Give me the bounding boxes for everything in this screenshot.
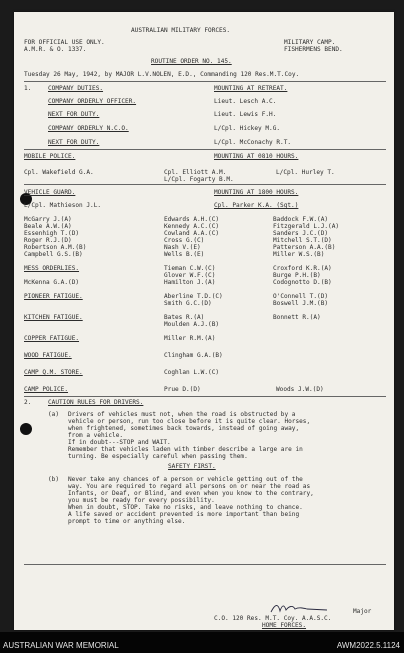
guard-name: L/Cpl. Mathieson J.L.: [24, 202, 102, 209]
pioneer-name: Smith G.C.(D): [164, 300, 212, 307]
para-a-marker: (a): [48, 411, 60, 418]
handwritten-signature: [269, 600, 329, 616]
header-right2: FISHERMENS BEND.: [284, 46, 343, 53]
mess-name: Tieman C.W.(C): [164, 265, 216, 272]
mess-orderlies-label: MESS ORDERLIES.: [24, 265, 80, 272]
section2-number: 2.: [24, 399, 32, 406]
punch-hole: [20, 423, 32, 435]
guard-name: Roger R.J.(D): [24, 237, 72, 244]
guard-name: Cpl. Parker K.A. (Sgt.): [214, 202, 299, 209]
para-a-line: vehicle or person, run too close before it is quite clear. Horses,: [68, 418, 311, 425]
camp-name: Coghlan L.W.(C): [164, 369, 220, 376]
mess-name: Glover W.F.(C): [164, 272, 216, 279]
header-left1: FOR OFFICIAL USE ONLY.: [24, 39, 105, 46]
divider: [24, 149, 386, 150]
guard-name: McGarry J.(A): [24, 216, 72, 223]
para-a-line: turning. Be especially careful when passing them.: [68, 453, 248, 460]
duty-label: COMPANY ORDERLY N.C.O.: [48, 125, 129, 132]
dateline: Tuesday 26 May, 1942, by MAJOR L.V.NOLEN, E.D., Commanding 120 Res.M.T.Coy.: [24, 71, 300, 78]
divider: [24, 564, 386, 565]
header-right1: MILITARY CAMP.: [284, 39, 336, 46]
police-name: Cpl. Wakefield G.A.: [24, 169, 94, 176]
para-b-line: A life saved or accident prevented is more important than being: [68, 511, 300, 518]
footer-left: AUSTRALIAN WAR MEMORIAL: [3, 641, 119, 650]
police-name: L/Cpl. Hurley T.: [276, 169, 335, 176]
para-a-line: If in doubt---STOP and WAIT.: [68, 439, 171, 446]
pioneer-name: Boswell J.M.(B): [273, 300, 329, 307]
guard-name: Sanders J.C.(D): [273, 230, 329, 237]
mess-name: Codognotto D.(B): [273, 279, 332, 286]
divider: [24, 184, 386, 185]
para-b-marker: (b): [48, 476, 60, 483]
guard-name: Cross G.(C): [164, 237, 205, 244]
duty-label: COMPANY ORDERLY OFFICER.: [48, 98, 137, 105]
camp-store-label: CAMP Q.M. STORE.: [24, 369, 83, 376]
signature-home-forces: HOME FORCES.: [262, 622, 307, 629]
vehicle-guard-label: VEHICLE GUARD.: [24, 189, 76, 196]
header-left2: A.M.R. & O. 1337.: [24, 46, 87, 53]
guard-name: Baddock F.W.(A): [273, 216, 329, 223]
mess-name: McKenna G.A.(D): [24, 279, 80, 286]
section1-number: 1.: [24, 85, 32, 92]
duty-value: L/Cpl. McConachy R.T.: [214, 139, 292, 146]
para-a-line: Remember that vehicles laden with timber describe a large are in: [68, 446, 303, 453]
divider: [24, 396, 386, 397]
kitchen-name: Bonnett R.(A): [273, 314, 321, 321]
duty-label: NEXT FOR DUTY.: [48, 111, 100, 118]
mounting-1800: MOUNTING AT 1800 HOURS.: [214, 189, 299, 196]
para-a-line: when frightened, sometimes back towards, instead of going away,: [68, 425, 300, 432]
para-b-line: Infants, or Deaf, or Blind, and even when you know to the contrary,: [68, 490, 314, 497]
para-b-line: you must be ready for every possibility.: [68, 497, 215, 504]
guard-name: Wells B.(E): [164, 251, 205, 258]
guard-name: Beale A.W.(A): [24, 223, 72, 230]
guard-name: Essenhigh T.(D): [24, 230, 80, 237]
section1-title: COMPANY DUTIES.: [48, 85, 104, 92]
document-page: [14, 12, 394, 630]
header-center: AUSTRALIAN MILITARY FORCES.: [131, 27, 231, 34]
guard-name: Fitzgerald L.J.(A): [273, 223, 340, 230]
routine-order-title: ROUTINE ORDER NO. 145.: [151, 58, 232, 65]
copper-name: Miller R.M.(A): [164, 335, 216, 342]
kitchen-name: Bates R.(A): [164, 314, 205, 321]
mess-name: Croxford K.R.(A): [273, 265, 332, 272]
duty-value: Lieut. Lesch A.C.: [214, 98, 277, 105]
para-b-line: way. You are required to regard all persons on or near the road as: [68, 483, 311, 490]
guard-name: Kennedy A.C.(C): [164, 223, 220, 230]
guard-name: Robertson A.M.(B): [24, 244, 87, 251]
police-name: L/Cpl. Fogarty B.M.: [164, 176, 234, 183]
police-name: Cpl. Elliott A.M.: [164, 169, 227, 176]
signature-rank: Major: [353, 608, 372, 615]
mess-name: Burge P.H.(B): [273, 272, 321, 279]
guard-name: Edwards A.H.(C): [164, 216, 220, 223]
guard-name: Nash V.(E): [164, 244, 201, 251]
guard-name: Patterson A.A.(B): [273, 244, 336, 251]
guard-name: Mitchell S.T.(D): [273, 237, 332, 244]
mounting-retreat: MOUNTING AT RETREAT.: [214, 85, 288, 92]
duty-value: Lieut. Lewis F.H.: [214, 111, 277, 118]
pioneer-fatigue-label: PIONEER FATIGUE.: [24, 293, 83, 300]
para-b-line: prompt to time or anything else.: [68, 518, 186, 525]
section2-title: CAUTION RULES FOR DRIVERS.: [48, 399, 144, 406]
signature-unit: C.O. 120 Res. M.T. Coy. A.A.S.C.: [214, 615, 332, 622]
para-a-line: Drivers of vehicles must not, when the road is obstructed by a: [68, 411, 296, 418]
archive-footer: [0, 632, 404, 653]
mounting-0810: MOUNTING AT 0810 HOURS.: [214, 153, 299, 160]
guard-name: Cowland A.A.(C): [164, 230, 220, 237]
guard-name: Campbell G.S.(B): [24, 251, 83, 258]
kitchen-fatigue-label: KITCHEN FATIGUE.: [24, 314, 83, 321]
duty-label: NEXT FOR DUTY.: [48, 139, 100, 146]
wood-fatigue-label: WOOD FATIGUE.: [24, 352, 72, 359]
para-b-line: When in doubt, STOP. Take no risks, and leave nothing to chance.: [68, 504, 303, 511]
camp-police-name: Prue D.(D): [164, 386, 201, 393]
divider: [24, 81, 386, 82]
footer-right: AWM2022.5.1124: [336, 641, 400, 650]
mess-name: Hamilton J.(A): [164, 279, 216, 286]
guard-name: Miller W.S.(B): [273, 251, 325, 258]
camp-police-label: CAMP POLICE.: [24, 386, 69, 393]
wood-name: Clingham G.A.(B): [164, 352, 223, 359]
para-b-line: Never take any chances of a person or vehicle getting out of the: [68, 476, 303, 483]
para-a-line: from a vehicle.: [68, 432, 124, 439]
camp-police-name: Woods J.W.(D): [276, 386, 324, 393]
mobile-police-label: MOBILE POLICE.: [24, 153, 76, 160]
copper-fatigue-label: COPPER FATIGUE.: [24, 335, 80, 342]
kitchen-name: Moulden A.J.(B): [164, 321, 220, 328]
duty-value: L/Cpl. Hickey M.G.: [214, 125, 281, 132]
safety-first: SAFETY FIRST.: [168, 463, 216, 470]
pioneer-name: Aberline T.D.(C): [164, 293, 223, 300]
pioneer-name: O'Connell T.(D): [273, 293, 329, 300]
